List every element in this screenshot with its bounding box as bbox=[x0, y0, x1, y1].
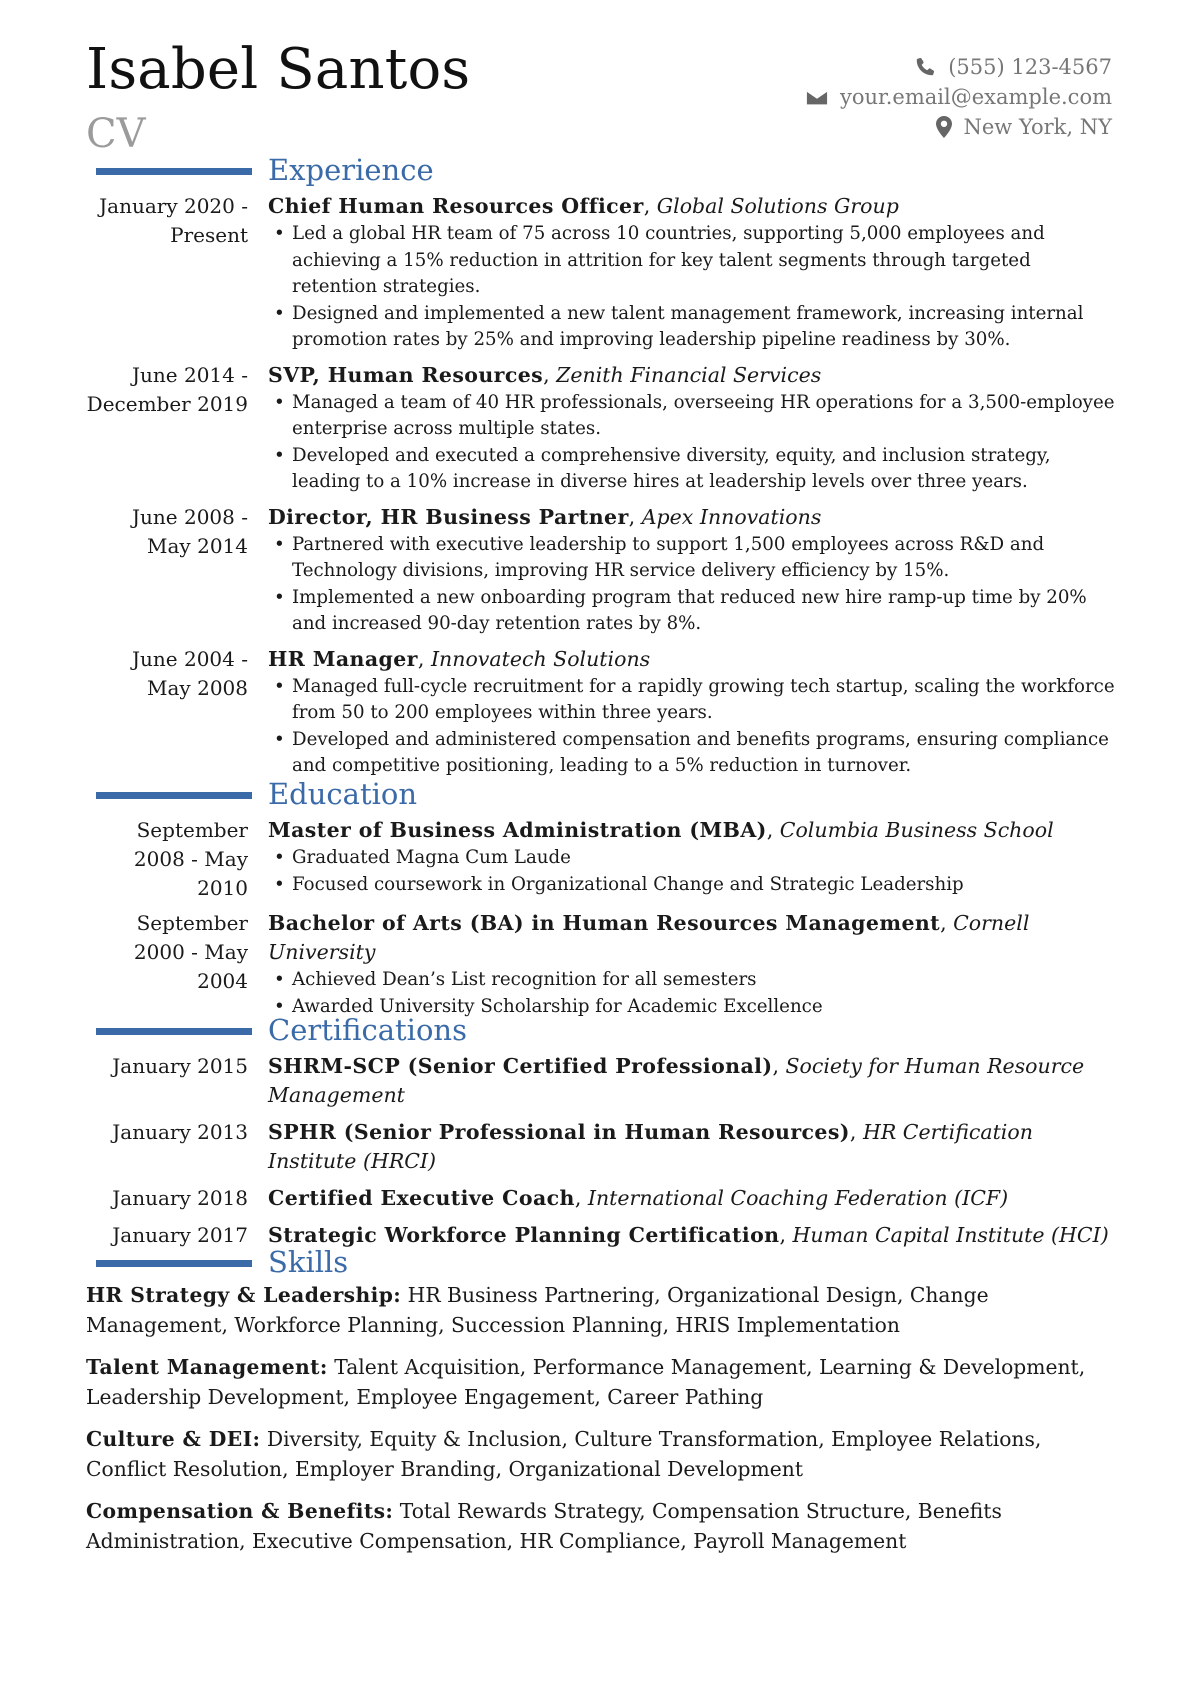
bullet-item: • Managed a team of 40 HR professionals, overseeing HR operations for a 3,500-employee enterprise across multiple states. bbox=[268, 390, 1116, 443]
skill-label: Talent Management: bbox=[86, 1355, 328, 1379]
skill-group bbox=[86, 1496, 1116, 1556]
issuer: International Coaching Federation (ICF) bbox=[587, 1186, 1009, 1210]
skill-items: Diversity, Equity & Inclusion, Culture Transformation, Employee Relations, Conflict Resolution, Employer Branding, Organizational Development bbox=[86, 1427, 1042, 1481]
certification-name: Certified Executive Coach bbox=[268, 1186, 575, 1210]
section-title: Skills bbox=[268, 1245, 349, 1279]
company: Global Solutions Group bbox=[656, 194, 899, 218]
experience-section bbox=[0, 152, 1190, 780]
section-accent-bar bbox=[96, 792, 252, 799]
section-title: Certifications bbox=[268, 1013, 467, 1047]
company: Innovatech Solutions bbox=[430, 646, 651, 671]
entry-date: January 2017 bbox=[112, 1223, 248, 1247]
skill-label: Compensation & Benefits: bbox=[86, 1499, 394, 1523]
section-header bbox=[0, 776, 1190, 816]
bullet-item: • Focused coursework in Organizational Change and Strategic Leadership bbox=[268, 872, 1116, 899]
certification-entry bbox=[0, 1052, 1190, 1110]
entry-date: June 2014 - December 2019 bbox=[86, 362, 248, 416]
bullet-item: • Graduated Magna Cum Laude bbox=[268, 845, 1116, 872]
skill-items: HR Business Partnering, Organizational Design, Change Management, Workforce Planning, Succession Planning, HRIS Implementation bbox=[86, 1283, 989, 1337]
entry-body: Strategic Workforce Planning Certification, Human Capital Institute (HCI) bbox=[268, 1223, 1109, 1247]
document-subtitle: CV bbox=[86, 111, 146, 157]
entry-date: September 2008 - May 2010 bbox=[133, 818, 248, 900]
entry-body: Bachelor of Arts (BA) in Human Resources Management, Cornell University • Achieved Dean’s List recognition for all semesters • Awarded University Scholarship for Academic Excellence bbox=[268, 909, 1116, 1020]
bullet-item: • Achieved Dean’s List recognition for all semesters bbox=[268, 967, 1116, 994]
experience-entry bbox=[0, 361, 1190, 496]
skill-items: Total Rewards Strategy, Compensation Structure, Benefits Administration, Executive Compensation, HR Compliance, Payroll Management bbox=[86, 1499, 1002, 1553]
section-title: Education bbox=[268, 777, 418, 811]
entry-date: June 2004 - May 2008 bbox=[132, 646, 248, 700]
skills-list bbox=[86, 1280, 1116, 1568]
bullet-item: • Led a global HR team of 75 across 10 countries, supporting 5,000 employees and achieving a 15% reduction in attrition for key talent segments through targeted retention strategies. bbox=[268, 221, 1116, 301]
job-title: HR Manager bbox=[268, 646, 418, 671]
institution: Cornell University bbox=[268, 911, 1030, 964]
entry-date: September 2000 - May 2004 bbox=[133, 911, 248, 993]
entry-body: HR Manager, Innovatech Solutions • Managed full-cycle recruitment for a rapidly growing tech startup, scaling the workforce from 50 to 200 employees within three years. • Developed and administered compensation and benefits programs, ensuring compliance and competitive positioning, leading to a 5% reduction in turnover. bbox=[268, 645, 1116, 780]
entry-body: Chief Human Resources Officer, Global Solutions Group • Led a global HR team of 75 across 10 countries, supporting 5,000 employees and achieving a 15% reduction in attrition for key talent segments through targeted retention strategies. • Designed and implemented a new talent management framework, increasing internal promotion rates by 25% and improving leadership pipeline readiness by 30%. bbox=[268, 192, 1116, 354]
skill-label: HR Strategy & Leadership: bbox=[86, 1283, 402, 1307]
phone-text: (555) 123-4567 bbox=[948, 55, 1112, 79]
entry-body: Director, HR Business Partner, Apex Innovations • Partnered with executive leadership to support 1,500 employees across R&D and Technology divisions, improving HR service delivery efficiency by 15%. • Implemented a new onboarding program that reduced new hire ramp-up time by 20% and increased 90-day retention rates by 8%. bbox=[268, 503, 1116, 638]
entry-date: January 2020 - Present bbox=[99, 194, 248, 247]
job-title: Chief Human Resources Officer bbox=[268, 194, 644, 218]
entry-body: SPHR (Senior Professional in Human Resources), HR Certification Institute (HRCI) bbox=[268, 1120, 1033, 1173]
education-section bbox=[0, 776, 1190, 1020]
degree: Master of Business Administration (MBA) bbox=[268, 818, 767, 842]
section-title: Experience bbox=[268, 153, 434, 187]
experience-entry bbox=[0, 192, 1190, 354]
issuer: Human Capital Institute (HCI) bbox=[792, 1223, 1109, 1247]
entry-body: Master of Business Administration (MBA), Columbia Business School • Graduated Magna Cum Laude • Focused coursework in Organizational Change and Strategic Leadership bbox=[268, 816, 1116, 903]
bullet-item: • Managed full-cycle recruitment for a rapidly growing tech startup, scaling the workforce from 50 to 200 employees within three years. bbox=[268, 674, 1116, 727]
skill-group bbox=[86, 1280, 1116, 1340]
entry-body: Certified Executive Coach, International Coaching Federation (ICF) bbox=[268, 1186, 1009, 1210]
section-accent-bar bbox=[96, 1260, 252, 1267]
education-entry bbox=[0, 816, 1190, 903]
section-accent-bar bbox=[96, 168, 252, 175]
education-entry bbox=[0, 909, 1190, 1020]
entry-body: SVP, Human Resources, Zenith Financial Services • Managed a team of 40 HR professionals, overseeing HR operations for a 3,500-employee enterprise across multiple states. • Developed and executed a comprehensive diversity, equity, and inclusion strategy, leading to a 10% increase in diverse hires at leadership levels over three years. bbox=[268, 361, 1116, 496]
bullet-item: • Developed and executed a comprehensive diversity, equity, and inclusion strategy, leading to a 10% increase in diverse hires at leadership levels over three years. bbox=[268, 443, 1116, 496]
certification-entry bbox=[0, 1184, 1190, 1213]
job-title: SVP, Human Resources bbox=[268, 362, 544, 387]
map-pin-icon bbox=[936, 116, 952, 138]
certification-entry bbox=[0, 1118, 1190, 1176]
skill-group bbox=[86, 1424, 1116, 1484]
section-header bbox=[0, 1245, 1190, 1280]
skill-label: Culture & DEI: bbox=[86, 1427, 261, 1451]
bullet-item: • Implemented a new onboarding program that reduced new hire ramp-up time by 20% and increased 90-day retention rates by 8%. bbox=[268, 585, 1116, 638]
bullet-item: • Developed and administered compensation and benefits programs, ensuring compliance and competitive positioning, leading to a 5% reduction in turnover. bbox=[268, 727, 1116, 780]
entry-date: January 2018 bbox=[112, 1186, 248, 1210]
contact-location bbox=[806, 112, 1112, 142]
section-header bbox=[0, 152, 1190, 192]
entry-body: SHRM-SCP (Senior Certified Professional), Society for Human Resource Management bbox=[268, 1054, 1085, 1107]
company: Zenith Financial Services bbox=[556, 362, 822, 387]
certifications-section bbox=[0, 1012, 1190, 1250]
person-name: Isabel Santos bbox=[86, 37, 471, 102]
certification-name: Strategic Workforce Planning Certification bbox=[268, 1223, 780, 1247]
envelope-icon bbox=[806, 88, 828, 106]
degree: Bachelor of Arts (BA) in Human Resources Management bbox=[268, 911, 941, 935]
certification-name: SPHR (Senior Professional in Human Resources) bbox=[268, 1120, 850, 1144]
skill-group bbox=[86, 1352, 1116, 1412]
entry-date: January 2013 bbox=[112, 1120, 248, 1144]
certification-name: SHRM-SCP (Senior Certified Professional) bbox=[268, 1054, 773, 1078]
contact-email bbox=[806, 82, 1112, 112]
bullet-item: • Partnered with executive leadership to support 1,500 employees across R&D and Technology divisions, improving HR service delivery efficiency by 15%. bbox=[268, 532, 1116, 585]
bullet-item: • Awarded University Scholarship for Academic Excellence bbox=[268, 994, 1116, 1021]
location-text: New York, NY bbox=[963, 115, 1112, 139]
skills-section bbox=[0, 1245, 1190, 1280]
certification-entry bbox=[0, 1221, 1190, 1250]
experience-entry bbox=[0, 503, 1190, 638]
entry-date: January 2015 bbox=[112, 1054, 248, 1078]
company: Apex Innovations bbox=[641, 504, 822, 529]
experience-entry bbox=[0, 645, 1190, 780]
phone-icon bbox=[914, 56, 936, 78]
email-text: your.email@example.com bbox=[839, 85, 1112, 109]
issuer: Society for Human Resource Management bbox=[268, 1054, 1085, 1107]
job-title: Director, HR Business Partner bbox=[268, 504, 629, 529]
bullet-item: • Designed and implemented a new talent management framework, increasing internal promotion rates by 25% and improving leadership pipeline readiness by 30%. bbox=[268, 301, 1116, 354]
institution: Columbia Business School bbox=[779, 818, 1054, 842]
contact-phone bbox=[806, 52, 1112, 82]
section-accent-bar bbox=[96, 1028, 252, 1035]
section-header bbox=[0, 1012, 1190, 1052]
contact-block bbox=[806, 52, 1112, 142]
skill-items: Talent Acquisition, Performance Management, Learning & Development, Leadership Development, Employee Engagement, Career Pathing bbox=[86, 1355, 1086, 1409]
entry-date: June 2008 - May 2014 bbox=[132, 504, 248, 558]
issuer: HR Certification Institute (HRCI) bbox=[268, 1120, 1033, 1173]
